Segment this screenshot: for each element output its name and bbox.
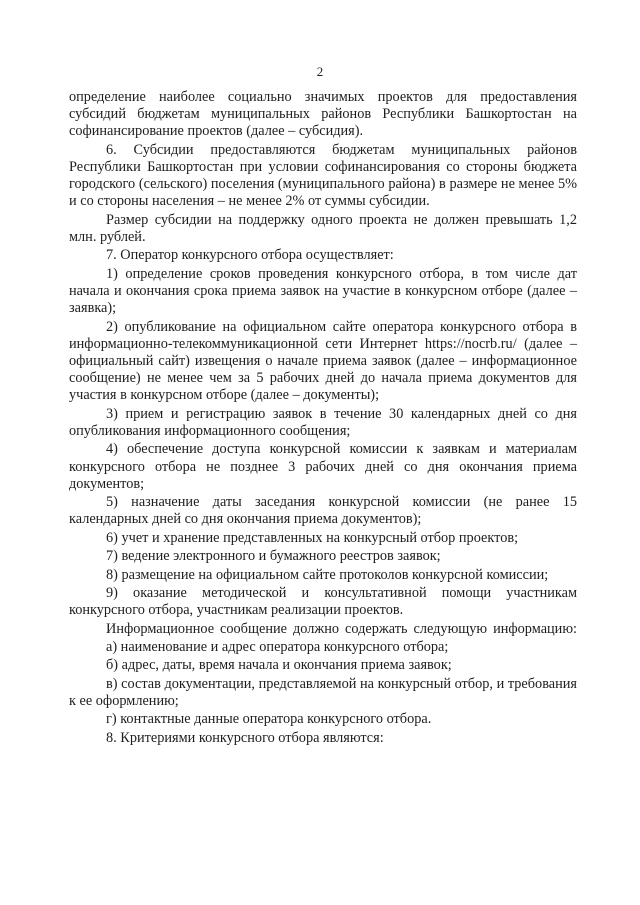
list-item-7-9: 9) оказание методической и консультативной помощи участникам конкурсного отбора, участникам реализации проектов. <box>69 584 577 619</box>
list-item-7-6: 6) учет и хранение представленных на конкурсный отбор проектов; <box>106 529 519 546</box>
paragraph-subsidy-purpose: определение наиболее социально значимых проектов для предоставления субсидий бюджетам муниципальных районов Республики Башкортостан на софинансирование проектов (далее – субсидия). <box>69 89 577 140</box>
paragraph-7: 7. Оператор конкурсного отбора осуществляет: <box>106 247 394 264</box>
list-item-a: а) наименование и адрес оператора конкурсного отбора; <box>106 638 449 655</box>
paragraph-info-message: Информационное сообщение должно содержать следующую информацию: <box>106 620 577 637</box>
paragraph-8: 8. Критериями конкурсного отбора являются: <box>106 729 384 746</box>
list-item-7-2: 2) опубликование на официальном сайте оператора конкурсного отбора в информационно-телекоммуникационной сети Интернет https://nocrb.ru/ (далее – официальный сайт) извещения о начале приема заявок (далее – информационное сообщение) не менее чем за 5 рабочих дней до начала приема документов для участия в конкурсном отборе (далее – документы); <box>69 318 577 404</box>
page-number: 2 <box>316 64 324 79</box>
document-body <box>69 89 577 748</box>
paragraph-subsidy-size: Размер субсидии на поддержку одного проекта не должен превышать 1,2 млн. рублей. <box>69 211 577 245</box>
list-item-7-7: 7) ведение электронного и бумажного реестров заявок; <box>106 548 441 565</box>
paragraph-6: 6. Субсидии предоставляются бюджетам муниципальных районов Республики Башкортостан при условии софинансирования со стороны бюджета городского (сельского) поселения (муниципального района) в размере не менее 5% и со стороны населения – не менее 2% от суммы субсидии. <box>69 141 577 210</box>
list-item-7-1: 1) определение сроков проведения конкурсного отбора, в том числе дат начала и окончания срока приема заявок на участие в конкурсном отборе (далее – заявка); <box>69 265 577 317</box>
list-item-7-4: 4) обеспечение доступа конкурсной комиссии к заявкам и материалам конкурсного отбора не позднее 3 рабочих дней со дня окончания приема документов; <box>69 441 577 492</box>
list-item-7-8: 8) размещение на официальном сайте протоколов конкурсной комиссии; <box>106 566 549 583</box>
list-item-b: б) адрес, даты, время начала и окончания приема заявок; <box>106 657 452 674</box>
list-item-v: в) состав документации, представляемой на конкурсный отбор, и требования к ее оформлению; <box>69 675 577 709</box>
list-item-7-3: 3) прием и регистрацию заявок в течение 30 календарных дней со дня опубликования информационного сообщения; <box>69 405 577 439</box>
list-item-7-5: 5) назначение даты заседания конкурсной комиссии (не ранее 15 календарных дней со дня окончания приема документов); <box>69 494 577 528</box>
list-item-g: г) контактные данные оператора конкурсного отбора. <box>106 711 432 728</box>
